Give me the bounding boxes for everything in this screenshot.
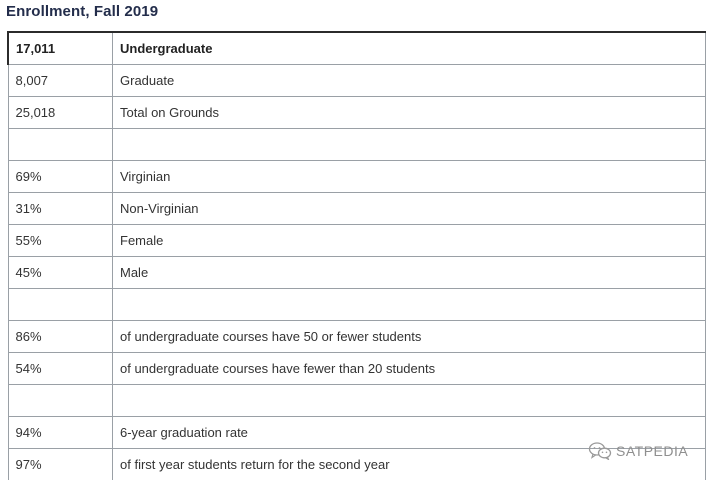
row-value: 25,018 <box>8 97 113 129</box>
row-value: 8,007 <box>8 65 113 97</box>
table-row <box>8 257 706 289</box>
spacer-row <box>8 129 706 161</box>
table-row <box>8 32 706 65</box>
page-title: Enrollment, Fall 2019 <box>6 3 159 20</box>
row-value: 31% <box>8 193 113 225</box>
watermark-text: SATPEDIA <box>616 443 689 459</box>
row-value <box>8 129 113 161</box>
row-value: 45% <box>8 257 113 289</box>
row-label: Virginian <box>113 161 706 193</box>
spacer-row <box>8 385 706 417</box>
row-value: 94% <box>8 417 113 449</box>
row-label: of undergraduate courses have fewer than 20 students <box>113 353 706 385</box>
row-value <box>8 289 113 321</box>
row-label <box>113 289 706 321</box>
table-row <box>8 193 706 225</box>
row-label: of first year students return for the second year <box>113 449 706 481</box>
table-row <box>8 353 706 385</box>
row-label: Male <box>113 257 706 289</box>
watermark <box>588 442 688 460</box>
spacer-row <box>8 289 706 321</box>
table-row <box>8 65 706 97</box>
row-value: 86% <box>8 321 113 353</box>
row-value: 17,011 <box>8 32 113 65</box>
row-label: Total on Grounds <box>113 97 706 129</box>
row-label: Female <box>113 225 706 257</box>
row-label: 6-year graduation rate <box>113 417 706 449</box>
wechat-icon <box>588 442 612 460</box>
table-row <box>8 225 706 257</box>
row-label: Undergraduate <box>113 32 706 65</box>
table-row <box>8 97 706 129</box>
table-row <box>8 321 706 353</box>
row-value: 55% <box>8 225 113 257</box>
row-label: of undergraduate courses have 50 or fewer students <box>113 321 706 353</box>
row-label: Non-Virginian <box>113 193 706 225</box>
row-label <box>113 385 706 417</box>
row-value: 69% <box>8 161 113 193</box>
row-label <box>113 129 706 161</box>
row-value <box>8 385 113 417</box>
row-value: 97% <box>8 449 113 481</box>
row-value: 54% <box>8 353 113 385</box>
table-row <box>8 161 706 193</box>
row-label: Graduate <box>113 65 706 97</box>
enrollment-table <box>7 31 706 480</box>
